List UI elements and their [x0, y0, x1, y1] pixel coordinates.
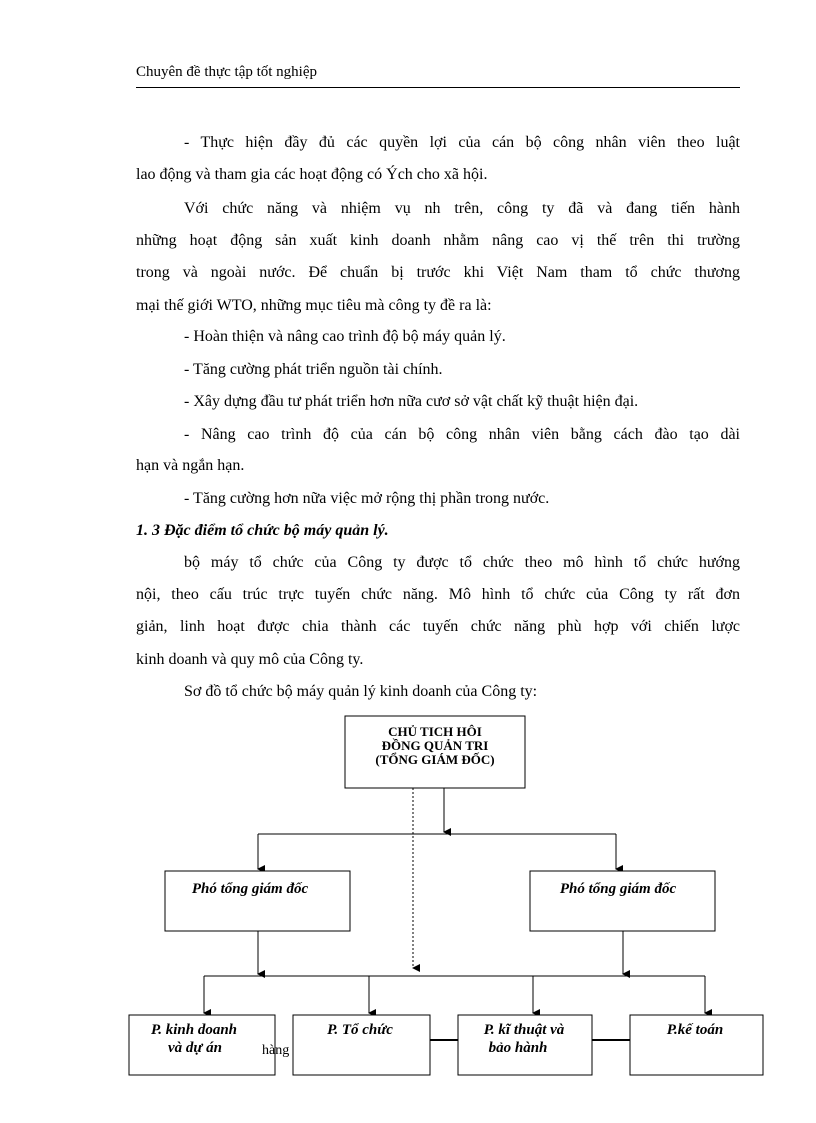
chairman-label-line1: CHỦ TICH HÔI: [388, 724, 482, 739]
paragraph-line: trong và ngoài nước. Để chuẩn bị trước khi Việt Nam tham tổ chức thương: [136, 264, 740, 281]
paragraph-line: giản, linh hoạt được chia thành các tuyến chức năng phù hợp với chiến lược: [136, 618, 740, 635]
paragraph-line: Sơ đồ tổ chức bộ máy quản lý kinh doanh của Công ty:: [184, 683, 538, 700]
paragraph-line: - Tăng cường hơn nữa việc mở rộng thị phần trong nước.: [184, 490, 550, 507]
deputy-right-box: [530, 871, 715, 931]
dept-sales-label-line1: P. kinh doanh: [150, 1022, 238, 1038]
chairman-label-line3: (TỔNG GIÁM ĐỐC): [375, 752, 495, 767]
paragraph-line: - Hoàn thiện và nâng cao trình độ bộ máy quản lý.: [184, 328, 506, 345]
paragraph-line: - Tăng cường phát triển nguồn tài chính.: [184, 361, 443, 378]
paragraph-line: - Thực hiện đầy đủ các quyền lợi của cán bộ công nhân viên theo luật: [184, 134, 740, 151]
section-heading: 1. 3 Đặc điểm tổ chức bộ máy quản lý.: [136, 522, 389, 539]
paragraph-line: mại thế giới WTO, những mục tiêu mà công ty đề ra là:: [136, 297, 492, 314]
paragraph-line: lao động và tham gia các hoạt động có Ých cho xã hội.: [136, 166, 488, 183]
deputy-left-label: Phó tổng giám đốc: [191, 881, 309, 897]
paragraph-line: bộ máy tổ chức của Công ty được tổ chức theo mô hình tổ chức hướng: [184, 554, 740, 571]
paragraph-line: hạn và ngắn hạn.: [136, 457, 245, 474]
dept-tech-label-line1: P. kĩ thuật và: [483, 1022, 565, 1038]
paragraph-line: - Xây dựng đầu tư phát triển hơn nữa cươ sở vật chất kỹ thuật hiện đại.: [184, 393, 639, 410]
dept-accounting-label: P.kế toán: [666, 1022, 724, 1038]
paragraph-line: kinh doanh và quy mô của Công ty.: [136, 651, 364, 668]
dept-tech-label-line2: bảo hành: [488, 1040, 548, 1056]
dept-sales-label-line2: và dự án: [168, 1040, 222, 1056]
page-header-title: Chuyên đề thực tập tốt nghiệp: [136, 64, 318, 80]
chairman-label-line2: ĐỒNG QUẢN TRI: [381, 738, 489, 753]
paragraph-line: nội, theo cấu trúc trực tuyến chức năng. Mô hình tổ chức của Công ty rất đơn: [136, 586, 740, 603]
dept-org-label: P. Tổ chức: [327, 1022, 393, 1038]
paragraph-line: những hoạt động sản xuất kinh doanh nhằm nâng cao vị thế trên thi trường: [136, 232, 740, 249]
paragraph-line: - Nâng cao trình độ của cán bộ công nhân viên bằng cách đào tạo dài: [184, 426, 740, 443]
deputy-left-box: [165, 871, 350, 931]
paragraph-line: Với chức năng và nhiệm vụ nh trên, công ty đã và đang tiến hành: [184, 200, 740, 217]
deputy-right-label: Phó tổng giám đốc: [559, 881, 677, 897]
overlap-text: hàng: [262, 1043, 290, 1058]
